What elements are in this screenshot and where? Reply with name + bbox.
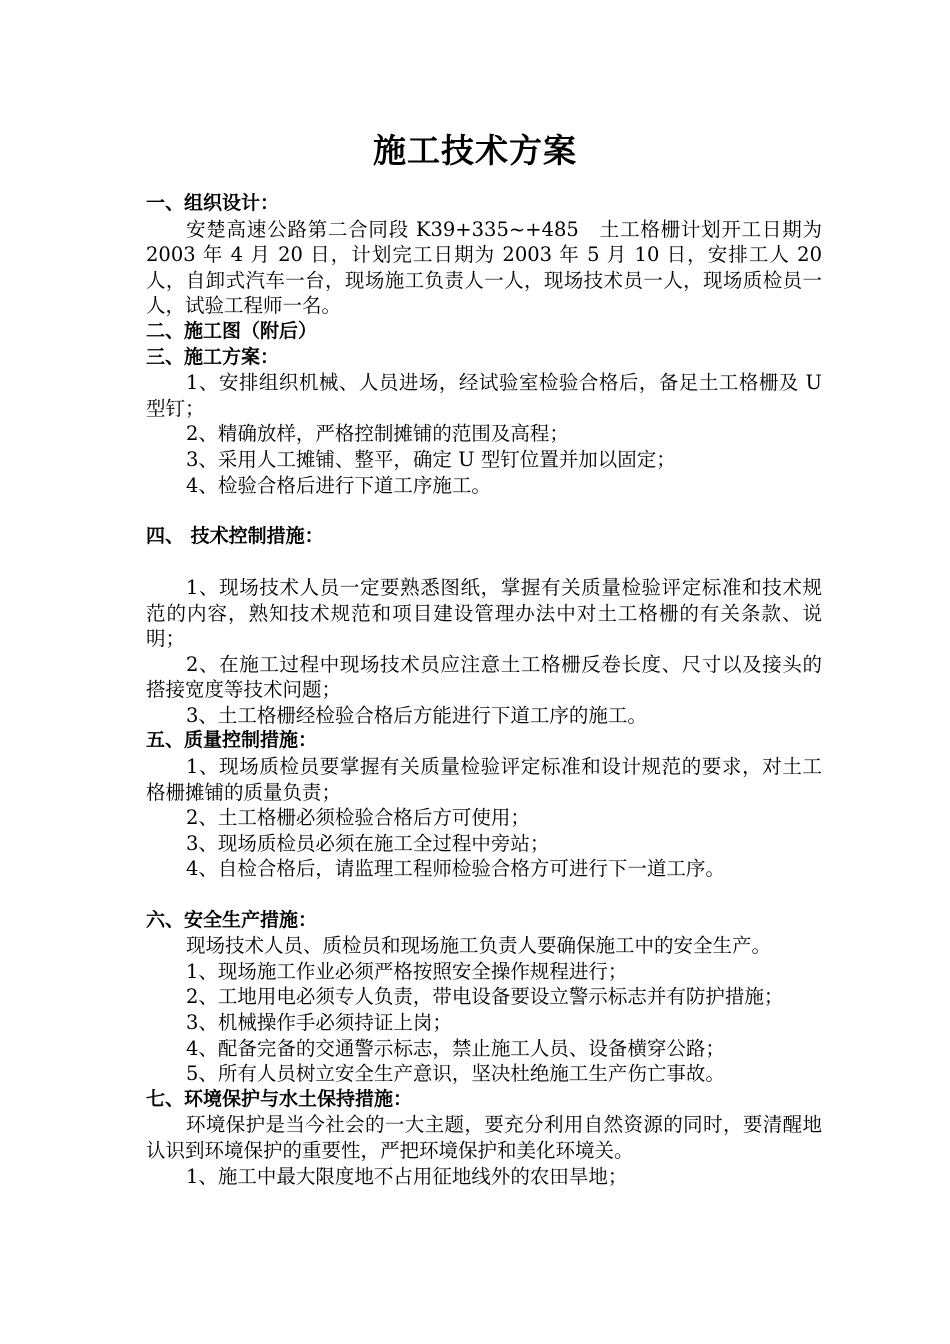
paragraph-organization: 安楚高速公路第二合同段 K39+335~+485 土工格栅计划开工日期为 2003 年 4 月 20 日，计划完工日期为 2003 年 5 月 10 日，安排工人 20 人，自卸式汽车一台，现场施工负责人一人，现场技术员一人，现场质检员一人，试验工程师一名。 (146, 217, 822, 318)
list-item: 2、精确放样，严格控制摊铺的范围及高程； (186, 422, 569, 446)
paragraph-safety-intro: 现场技术人员、质检员和现场施工负责人要确保施工中的安全生产。 (186, 934, 772, 958)
list-item: 1、安排组织机械、人员进场，经试验室检验合格后，备足土工格栅及 U 型钉； (146, 371, 822, 420)
list-item: 3、采用人工摊铺、整平，确定 U 型钉位置并加以固定； (186, 447, 676, 471)
list-item: 5、所有人员树立安全生产意识，坚决杜绝施工生产伤亡事故。 (186, 1062, 725, 1086)
section-heading-construction-plan: 三、施工方案： (146, 345, 280, 368)
blank-line (146, 549, 822, 575)
paragraph-environment-intro: 环境保护是当今社会的一大主题，要充分利用自然资源的同时，要清醒地认识到环境保护的重要性，严把环境保护和美化环境关。 (146, 1113, 822, 1162)
document-body (146, 191, 822, 1189)
blank-line (146, 498, 822, 524)
list-item: 4、配备完备的交通警示标志，禁止施工人员、设备横穿公路； (186, 1036, 725, 1060)
list-item: 1、施工中最大限度地不占用征地线外的农田旱地； (186, 1164, 628, 1188)
document-title: 施工技术方案 (373, 131, 577, 170)
list-item: 2、土工格栅必须检验合格后方可使用； (186, 806, 530, 830)
list-item: 2、在施工过程中现场技术员应注意土工格栅反卷长度、尺寸以及接头的搭接宽度等技术问题； (146, 652, 822, 702)
section-heading-organization: 一、组织设计： (146, 192, 280, 214)
list-item: 2、工地用电必须专人负责，带电设备要设立警示标志并有防护措施； (186, 985, 784, 1009)
list-item: 1、现场质检员要掌握有关质量检验评定标准和设计规范的要求，对土工格栅摊铺的质量负责； (146, 755, 822, 804)
list-item: 3、机械操作手必须持证上岗； (186, 1011, 452, 1034)
section-heading-technical-control: 四、 技术控制措施： (146, 524, 324, 547)
section-heading-environment: 七、环境保护与水土保持措施： (146, 1087, 413, 1110)
list-item: 3、土工格栅经检验合格后方能进行下道工序的施工。 (186, 703, 647, 727)
section-heading-safety: 六、安全生产措施： (146, 908, 318, 931)
list-item: 4、自检合格后，请监理工程师检验合格方可进行下一道工序。 (186, 857, 725, 881)
list-item: 3、现场质检员必须在施工全过程中旁站； (186, 831, 550, 855)
blank-line (146, 882, 822, 908)
section-heading-drawings: 二、施工图（附后） (146, 319, 318, 342)
list-item: 1、现场技术人员一定要熟悉图纸，掌握有关质量检验评定标准和技术规范的内容，熟知技术规范和项目建设管理办法中对土工格栅的有关条款、说明； (146, 575, 822, 651)
section-heading-quality-control: 五、质量控制措施： (146, 729, 318, 752)
list-item: 1、现场施工作业必须严格按照安全操作规程进行； (186, 959, 628, 983)
list-item: 4、检验合格后进行下道工序施工。 (186, 473, 491, 497)
